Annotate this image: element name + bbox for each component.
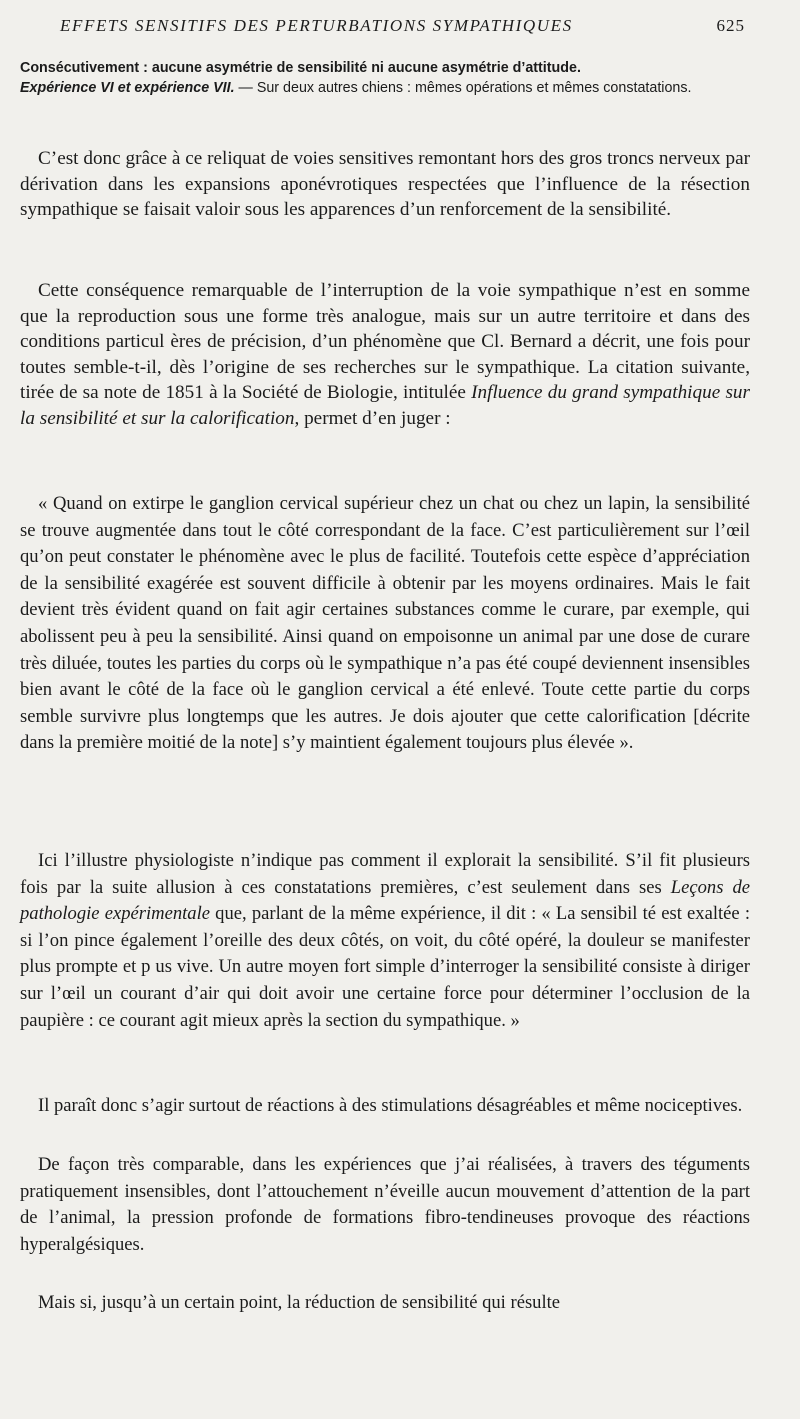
paragraph-comparable	[20, 1152, 750, 1258]
text-run: que, parlant de la même expérience, il dit : « La sensibil té est exaltée : si l’on pince également l’oreille des deux côtés, on voit, du côté opéré, la douleur se manifester plus prompte et p us vive. Un autre moyen fort simple d’interroger la sensibilité consiste à diriger sur l’œil un courant d’air qui doit avoir une certaine force pour déterminer l’occlusion de la paupière : ce courant agit mieux après la section du sympathique. »	[20, 903, 750, 1031]
running-header	[60, 16, 745, 42]
bernard-quotation	[20, 491, 750, 757]
paragraph-text	[20, 278, 750, 432]
paragraph-text: Il paraît donc s’agir surtout de réactions à des stimulations désagréables et même nociceptives.	[38, 1095, 743, 1116]
book-title: Leçons de pathologie expérimentale	[20, 876, 751, 925]
quotation-text: « Quand on extirpe le ganglion cervical supérieur chez un chat ou chez un lapin, la sensibilité se trouve augmentée dans tout le côté correspondant de la face. C’est particulièrement sur l’œil qu’on peut constater le phénomène avec le plus de facilité. Toutefois cette espèce d’appréciation de la sensibilité exagérée est souvent difficile à obtenir par les moyens ordinaires. Mais le fait devient très évident quand on fait agir certaines substances comme le curare, par exemple, qui abolissent peu à peu la sensibilité. Ainsi quand on empoisonne un animal par une dose de curare très diluée, toutes les parties du corps où le sympathique n’a pas été coupé deviennent insensibles bien avant le côté de la face où le ganglion cervical a été enlevé. Toute cette partie du corps semble survivre plus longtemps que les autres. Je dois ajouter que cette calorification [décrite dans la première moitié de la note] s’y maintient également toujours plus élevée ».	[20, 493, 750, 754]
text-run: Cette conséquence remarquable de l’interruption de la voie sympathique n’est en somme que la reproduction sous une forme très analogue, mais sur un autre territoire et dans des conditions particul ères de précision, d’un phénomène que Cl. Bernard a décrit, une fois pour toutes semble-t-il, dès l’origine de ses recherches sur le sympathique. La citation suivante, tirée de sa note de 1851 à la Société de Biologie, intitulée	[20, 280, 750, 404]
paragraph-text: Mais si, jusqu’à un certain point, la réduction de sensibilité qui résulte	[38, 1292, 561, 1313]
paragraph-reliquat	[20, 146, 750, 223]
paragraph-text	[20, 848, 750, 1034]
text-run: Ici l’illustre physiologiste n’indique pas comment il explorait la sensibilité. S’il fit plusieurs fois par la suite allusion à ces constatations premières, c’est seulement dans ses	[20, 850, 750, 898]
experiment-text: — Sur deux autres chiens : mêmes opérations et mêmes constatations.	[234, 80, 692, 96]
paragraph-text: C’est donc grâce à ce reliquat de voies sensitives remontant hors des gros troncs nerveux par dérivation dans les expansions aponévrotiques respectées que l’influence de la résection sympathique se faisait valoir sous les apparences d’un renforcement de la sensibilité.	[20, 148, 750, 221]
note-title: Influence du grand sympathique sur la sensibilité et sur la calorification	[20, 382, 750, 429]
paragraph-continuation	[20, 1290, 750, 1317]
paragraph-lecons	[20, 848, 750, 1034]
text-run: , permet d’en juger :	[294, 407, 451, 429]
paragraph-nociceptive	[20, 1093, 750, 1120]
experiment-label: Expérience VI et expérience VII.	[20, 80, 235, 96]
running-title: EFFETS SENSITIFS DES PERTURBATIONS SYMPATHIQUES	[60, 16, 573, 35]
note-experiments-vi-vii	[20, 78, 746, 98]
note-consecutively: Consécutivement : aucune asymétrie de sensibilité ni aucune asymétrie d’attitude.	[20, 60, 581, 76]
experiment-notes	[20, 58, 746, 98]
paragraph-text: De façon très comparable, dans les expériences que j’ai réalisées, à travers des téguments pratiquement insensibles, dont l’attouchement n’éveille aucun mouvement d’attention de la part de l’animal, la pression profonde de formations fibro-tendineuses provoque des réactions hyperalgésiques.	[20, 1154, 750, 1255]
page-number: 625	[716, 16, 745, 35]
paragraph-bernard	[20, 278, 750, 432]
